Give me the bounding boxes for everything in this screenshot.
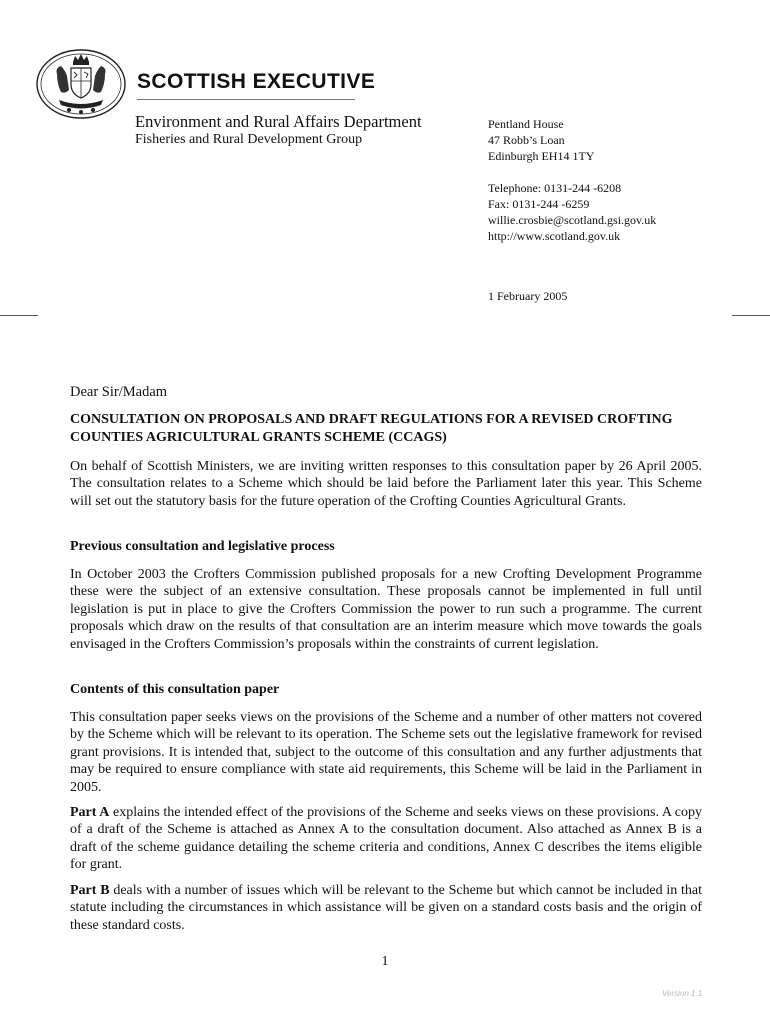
version-label: Version 1.1	[662, 989, 703, 998]
section1-paragraph: In October 2003 the Crofters Commission published proposals for a new Crofting Development Programme these were the subject of an extensive consultation. These proposals cannot be implemented in full until legislation is put in place to give the Crofters Commission the power to run such a programme. The current proposals which draw on the results of that consultation are an interim measure which move towards the goals envisaged in the Crofters Commission’s proposals within the constraints of current legislation.	[70, 567, 702, 652]
part-a-label: Part A	[70, 805, 110, 820]
part-b-text: deals with a number of issues which will be relevant to the Scheme but which cannot be included in that statute including the circumstances in which assistance will be given on a standard costs basis and the origin of these standard costs.	[70, 883, 703, 933]
page-number: 1	[381, 954, 389, 969]
organisation-name: SCOTTISH EXECUTIVE	[137, 70, 376, 93]
section-heading: Contents of this consultation paper	[70, 682, 280, 697]
part-a-paragraph	[70, 804, 702, 874]
fax: Fax: 0131-244 -6259	[488, 197, 590, 211]
department-name: Environment and Rural Affairs Department	[135, 112, 422, 131]
address-line: Edinburgh EH14 1TY	[488, 149, 595, 163]
fold-mark-right	[732, 315, 770, 316]
address-line: Pentland House	[488, 117, 564, 131]
royal-crest-logo	[35, 48, 127, 120]
address-line: 47 Robb’s Loan	[488, 133, 565, 147]
brand-divider	[137, 99, 355, 100]
website-link[interactable]: http://www.scotland.gov.uk	[488, 229, 621, 243]
part-b-label: Part B	[70, 883, 110, 898]
intro-paragraph: On behalf of Scottish Ministers, we are inviting written responses to this consultation paper by 26 April 2005. The consultation relates to a Scheme which should be laid before the Parliament later this year. This Scheme will set out the statutory basis for the future operation of the Crofting Counties Agricultural Grants.	[70, 459, 702, 509]
group-name: Fisheries and Rural Development Group	[135, 132, 363, 147]
telephone: Telephone: 0131-244 -6208	[488, 181, 622, 195]
salutation: Dear Sir/Madam	[70, 384, 168, 400]
fold-mark-left	[0, 315, 38, 316]
section2-paragraph: This consultation paper seeks views on the provisions of the Scheme and a number of other matters not covered by the Scheme which will be relevant to its operation. The Scheme sets out the legislative framework for revised grant provisions. It is intended that, subject to the outcome of this consultation and any further adjustments that may be required to ensure compliance with state aid requirements, this Scheme will be laid in the Parliament in 2005.	[70, 710, 702, 795]
letter-title: CONSULTATION ON PROPOSALS AND DRAFT REGULATIONS FOR A REVISED CROFTING COUNTIES AGRICULTURAL GRANTS SCHEME (CCAGS)	[70, 412, 673, 445]
letter-date: 1 February 2005	[488, 289, 568, 303]
section-heading: Previous consultation and legislative process	[70, 539, 335, 554]
email-link[interactable]: willie.crosbie@scotland.gsi.gov.uk	[488, 213, 657, 227]
part-b-paragraph	[70, 882, 702, 934]
part-a-text: explains the intended effect of the provisions of the Scheme and seeks views on these provisions. A copy of a draft of the Scheme is attached as Annex A to the consultation document. Also attached as Annex B is a draft of the scheme guidance detailing the scheme criteria and conditions, Annex C describes the items eligible for grant.	[70, 805, 703, 873]
